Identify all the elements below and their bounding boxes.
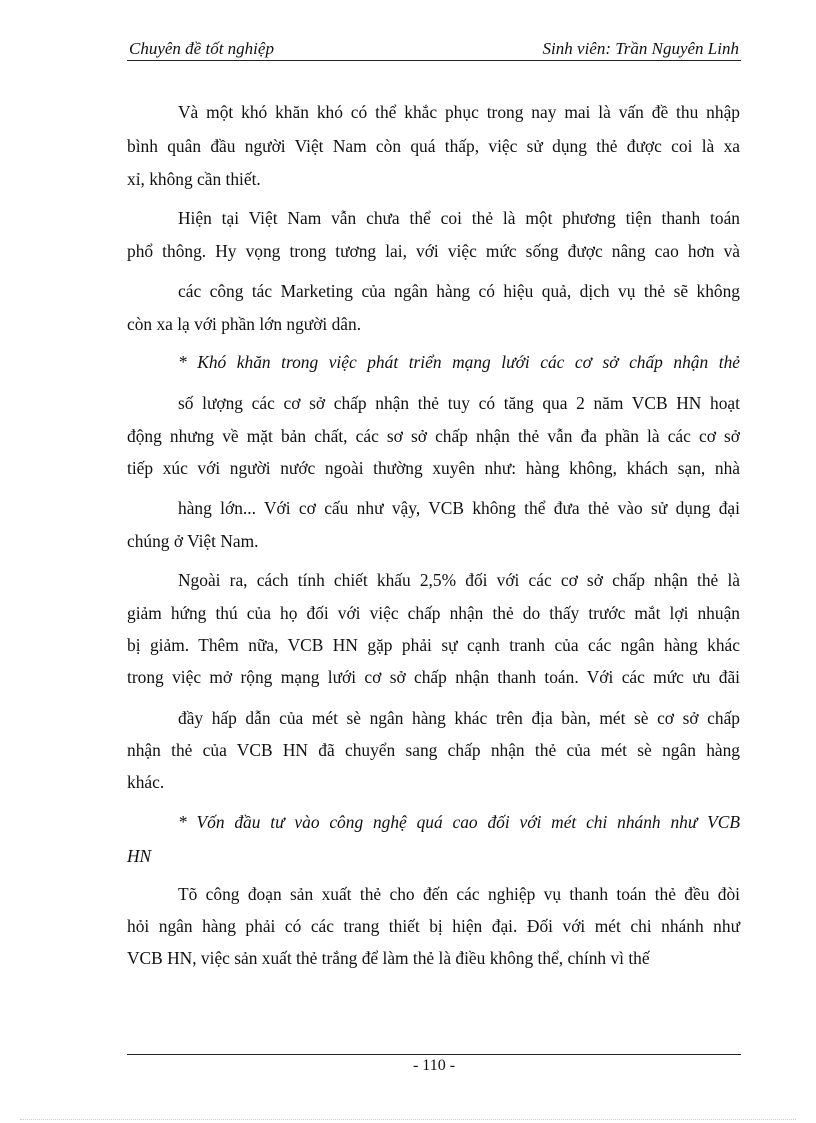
text-line: nhận thẻ của VCB HN đã chuyển sang chấp nhận thẻ của mét sè ngân hàng — [127, 740, 740, 760]
section-heading: * Vốn đầu tư vào công nghệ quá cao đối với mét chi nhánh như VCB — [178, 812, 740, 832]
text-line: số lượng các cơ sở chấp nhận thẻ tuy có tăng qua 2 năm VCB HN hoạt — [178, 393, 740, 413]
text-line: tiếp xúc với người nước ngoài thường xuyên như: hàng không, khách sạn, nhà — [127, 458, 740, 478]
header-author: Sinh viên: Trần Nguyên Linh — [542, 39, 739, 58]
text-line: phổ thông. Hy vọng trong tương lai, với việc mức sống được nâng cao hơn và — [127, 241, 740, 261]
text-line: giảm hứng thú của họ đối với việc chấp nhận thẻ do thấy trước mắt lợi nhuận — [127, 603, 740, 623]
text-line: Tõ công đoạn sản xuất thẻ cho đến các nghiệp vụ thanh toán thẻ đều đòi — [178, 884, 740, 904]
text-line: VCB HN, việc sản xuất thẻ trắng để làm thẻ là điều không thể, chính vì thế — [127, 948, 650, 968]
text-line: hàng lớn... Với cơ cấu như vậy, VCB không thể đưa thẻ vào sử dụng đại — [178, 498, 740, 518]
text-line: đầy hấp dẫn của mét sè ngân hàng khác trên địa bàn, mét sè cơ sở chấp — [178, 708, 740, 728]
text-line: Ngoài ra, cách tính chiết khấu 2,5% đối với các cơ sở chấp nhận thẻ là — [178, 570, 740, 590]
text-line: trong việc mở rộng mạng lưới cơ sở chấp nhận thanh toán. Với các mức ưu đãi — [127, 667, 740, 687]
text-line: còn xa lạ với phần lớn người dân. — [127, 314, 362, 334]
page-header — [127, 38, 741, 61]
page-edge-dots — [20, 1119, 796, 1120]
text-line: chúng ở Việt Nam. — [127, 531, 259, 551]
footer-divider — [127, 1054, 741, 1055]
section-heading: * Khó khăn trong việc phát triển mạng lưới các cơ sở chấp nhận thẻ — [178, 352, 740, 372]
text-line: động nhưng về mặt bản chất, các sơ sở chấp nhận thẻ vẫn đa phần là các cơ sở — [127, 426, 740, 446]
text-line: Và một khó khăn khó có thể khắc phục trong nay mai là vấn đề thu nhập — [178, 102, 740, 122]
text-line: bình quân đầu người Việt Nam còn quá thấp, việc sử dụng thẻ được coi là xa — [127, 136, 740, 156]
section-heading-cont: HN — [127, 846, 152, 866]
text-line: bị giảm. Thêm nữa, VCB HN gặp phải sự cạnh tranh của các ngân hàng khác — [127, 635, 740, 655]
text-line: các công tác Marketing của ngân hàng có hiệu quả, dịch vụ thẻ sẽ không — [178, 281, 740, 301]
text-line: hỏi ngân hàng phải có các trang thiết bị hiện đại. Đối với mét chi nhánh như — [127, 916, 740, 936]
text-line: xỉ, không cần thiết. — [127, 169, 261, 189]
page-number: - 110 - — [412, 1057, 456, 1074]
header-title: Chuyên đề tốt nghiệp — [129, 39, 274, 58]
text-line: khác. — [127, 772, 165, 792]
text-line: Hiện tại Việt Nam vẫn chưa thể coi thẻ là một phương tiện thanh toán — [178, 208, 740, 228]
